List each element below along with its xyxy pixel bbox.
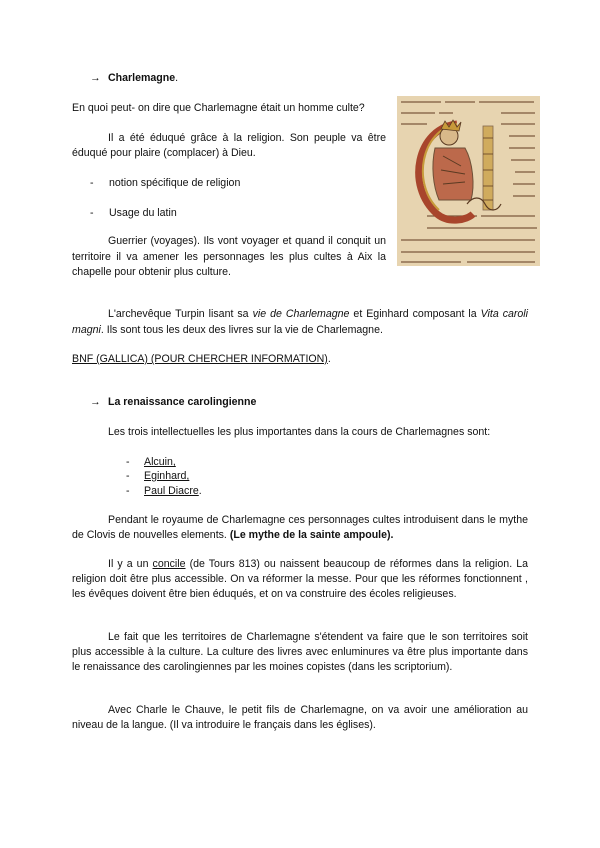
manuscript-drawing [397, 96, 540, 266]
book-title: Vita caroli magni [72, 308, 529, 336]
bullet-item: - Usage du latin [90, 207, 177, 219]
section-heading-charlemagne: → Charlemagne. [90, 72, 179, 84]
paragraph-warrior: Guerrier (voyages). Ils vont voyager et quand il conquit un territoire il va amener les personnages les plus cultes à Aix la chapelle pour obtenir plus culture. [72, 235, 386, 278]
paragraph-council: Il y a un concile (de Tours 813) ou naissent beaucoup de réformes dans la religion. La religion doit être plus accessible. On va réformer la messe. Pour que les réformes fonctionnent , les évêques doivent être bien éduqués, et on va construire des écoles religieuses. [72, 558, 528, 600]
arrow-icon: → [90, 72, 101, 84]
myth-highlight: (Le mythe de la sainte ampoule). [229, 528, 394, 541]
list-item: - Paul Diacre. [126, 485, 202, 497]
paragraph-education: Il a été éduqué grâce à la religion. Son peuple va être éduqué pour plaire (complacer) à Dieu. [72, 132, 386, 159]
paragraph-myth: Pendant le royaume de Charlemagne ces personnages cultes introduisent dans le mythe de Clovis de nouvelles elements. (Le mythe de la sainte ampoule). [72, 514, 528, 541]
paragraph-turpin: L'archevêque Turpin lisant sa vie de Charlemagne et Eginhard composant la Vita caroli magni. Ils sont tous les deux des livres sur la vie de Charlemagne. [72, 308, 529, 336]
book-title: vie de Charlemagne [252, 308, 350, 320]
concile-link[interactable]: concile [152, 558, 186, 570]
bnf-link[interactable]: BNF (GALLICA) (POUR CHERCHER INFORMATION) [72, 353, 328, 365]
intro-text: Les trois intellectuelles les plus importantes dans la cours de Charlemagnes sont: [108, 426, 491, 438]
section-heading-renaissance: → La renaissance carolingienne [90, 396, 257, 408]
person-link[interactable]: Alcuin, [144, 456, 176, 468]
paragraph-charles-the-bald: Avec Charle le Chauve, le petit fils de Charlemagne, on va avoir une amélioration au niveau de la langue. (Il va introduire le français dans les églises). [72, 704, 528, 731]
manuscript-illustration [397, 96, 540, 266]
list-item [126, 455, 176, 469]
person-link[interactable]: Eginhard, [144, 470, 190, 482]
arrow-icon: → [90, 396, 101, 408]
bnf-reference: BNF (GALLICA) (POUR CHERCHER INFORMATION). [72, 353, 331, 365]
dash-icon: - [90, 207, 94, 219]
person-link[interactable]: Paul Diacre [144, 485, 199, 497]
dash-icon: - [90, 177, 94, 189]
dash-icon: - [126, 485, 130, 497]
question-text: En quoi peut- on dire que Charlemagne était un homme culte? [72, 102, 365, 114]
dash-icon: - [126, 470, 130, 482]
dash-icon: - [126, 456, 130, 468]
bullet-item: - notion spécifique de religion [90, 177, 241, 189]
paragraph-territories: Le fait que les territoires de Charlemagne s'étendent va faire que le son territoires soit plus accessible à la culture. La culture des livres avec enluminures va être plus importante dans le renaissance des carolingiennes par les moines copistes (dans les scriptorium). [72, 631, 528, 673]
list-item [126, 469, 190, 483]
